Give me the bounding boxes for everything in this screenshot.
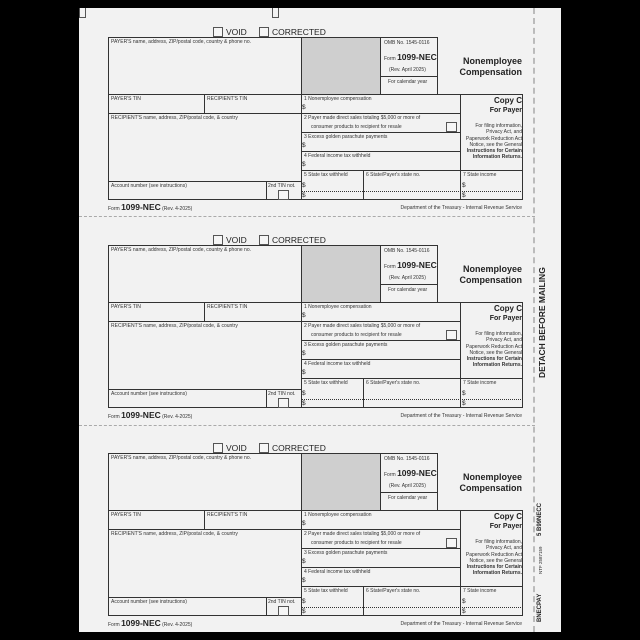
- checkbox-icon[interactable]: [213, 235, 223, 245]
- divider: [108, 389, 301, 390]
- dollar-sign: $: [462, 182, 466, 189]
- box3-golden-parachute[interactable]: 3 Excess golden parachute payments: [304, 342, 388, 348]
- instructions-notice: For filing information, Privacy Act, and Paperwork Reduction Act Notice, see the General Instructions for Certain Information Returns.: [465, 539, 522, 577]
- instructions-notice: For filing information, Privacy Act, and Paperwork Reduction Act Notice, see the General Instructions for Certain Information Returns.: [465, 331, 522, 369]
- shaded-box: [301, 245, 381, 303]
- void-label: VOID: [226, 27, 247, 37]
- divider: [266, 597, 267, 616]
- corrected-label: CORRECTED: [272, 443, 326, 453]
- dollar-sign: $: [462, 598, 466, 605]
- omb-number: OMB No. 1545-0116: [384, 40, 430, 46]
- recipient-name-field[interactable]: RECIPIENT'S name, address, ZIP/postal code, & country: [111, 323, 238, 329]
- dotted-divider: [301, 607, 523, 608]
- second-tin-checkbox[interactable]: [278, 398, 289, 408]
- for-payer-label: For Payer: [489, 523, 522, 530]
- dollar-sign: $: [302, 390, 306, 397]
- dollar-sign: $: [462, 608, 466, 615]
- divider: [108, 321, 301, 322]
- payer-tin-field[interactable]: PAYER'S TIN: [111, 304, 141, 310]
- dollar-sign: $: [302, 182, 306, 189]
- revision-date: (Rev. April 2025): [389, 67, 426, 73]
- divider: [301, 529, 460, 530]
- divider: [204, 302, 205, 321]
- box2-checkbox[interactable]: [446, 330, 457, 340]
- box6-state-number[interactable]: 6 State/Payer's state no.: [366, 380, 421, 386]
- form-title: Nonemployee Compensation: [459, 472, 522, 493]
- box1-nonemployee-compensation[interactable]: 1 Nonemployee compensation: [304, 304, 372, 310]
- dollar-sign: $: [302, 161, 306, 168]
- footer-form-number: Form 1099-NEC (Rev. 4-2025): [108, 202, 193, 212]
- divider: [301, 170, 523, 171]
- box4-federal-tax-withheld[interactable]: 4 Federal income tax withheld: [304, 569, 371, 575]
- divider: [301, 586, 523, 587]
- divider: [204, 94, 205, 113]
- department-label: Department of the Treasury - Internal Revenue Service: [400, 205, 522, 211]
- box1-nonemployee-compensation[interactable]: 1 Nonemployee compensation: [304, 512, 372, 518]
- box7-state-income[interactable]: 7 State income: [463, 172, 497, 178]
- dollar-sign: $: [302, 598, 306, 605]
- divider: [204, 510, 205, 529]
- calendar-year-field[interactable]: For calendar year: [388, 287, 428, 293]
- box4-federal-tax-withheld[interactable]: 4 Federal income tax withheld: [304, 361, 371, 367]
- dollar-sign: $: [302, 400, 306, 407]
- second-tin-label: 2nd TIN not.: [268, 599, 296, 605]
- instructions-notice: For filing information, Privacy Act, and Paperwork Reduction Act Notice, see the General Instructions for Certain Information Returns.: [465, 123, 522, 161]
- dollar-sign: $: [302, 577, 306, 584]
- void-label: VOID: [226, 443, 247, 453]
- dollar-sign: $: [302, 350, 306, 357]
- form-number: Form 1099-NEC: [384, 468, 437, 478]
- checkbox-icon[interactable]: [259, 235, 269, 245]
- corrected-checkbox[interactable]: [259, 27, 326, 37]
- void-checkbox[interactable]: [213, 27, 247, 37]
- dollar-sign: $: [302, 142, 306, 149]
- divider: [301, 151, 460, 152]
- form-1099-nec-copy-2: [79, 216, 561, 424]
- box5-state-tax-withheld[interactable]: 5 State tax withheld: [304, 588, 348, 594]
- dollar-sign: $: [302, 192, 306, 199]
- divider: [301, 359, 460, 360]
- account-number-field[interactable]: Account number (see instructions): [111, 183, 187, 189]
- shaded-box: [301, 37, 381, 95]
- shaded-box: [301, 453, 381, 511]
- dotted-divider: [301, 399, 523, 400]
- payer-name-field[interactable]: PAYER'S name, address, ZIP/postal code, country & phone no.: [111, 247, 252, 253]
- revision-date: (Rev. April 2025): [389, 483, 426, 489]
- dollar-sign: $: [302, 608, 306, 615]
- divider: [301, 113, 460, 114]
- box7-state-income[interactable]: 7 State income: [463, 380, 497, 386]
- dollar-sign: $: [462, 192, 466, 199]
- payer-tin-field[interactable]: PAYER'S TIN: [111, 96, 141, 102]
- copy-label: Copy C: [494, 96, 522, 105]
- second-tin-label: 2nd TIN not.: [268, 183, 296, 189]
- corrected-label: CORRECTED: [272, 27, 326, 37]
- dollar-sign: $: [302, 369, 306, 376]
- box4-federal-tax-withheld[interactable]: 4 Federal income tax withheld: [304, 153, 371, 159]
- ntf-code: NTF 2587159: [538, 546, 543, 574]
- box5-state-tax-withheld[interactable]: 5 State tax withheld: [304, 380, 348, 386]
- box2-label-continued: consumer products to recipient for resale: [311, 540, 402, 546]
- calendar-year-field[interactable]: For calendar year: [388, 79, 428, 85]
- recipient-name-field[interactable]: RECIPIENT'S name, address, ZIP/postal code, & country: [111, 115, 238, 121]
- box2-direct-sales: 2 Payer made direct sales totaling $5,000 or more of: [304, 531, 421, 537]
- revision-date: (Rev. April 2025): [389, 275, 426, 281]
- divider: [108, 529, 301, 530]
- footer-form-number: Form 1099-NEC (Rev. 4-2025): [108, 410, 193, 420]
- payer-tin-field[interactable]: PAYER'S TIN: [111, 512, 141, 518]
- divider: [363, 378, 364, 408]
- box5-state-tax-withheld[interactable]: 5 State tax withheld: [304, 172, 348, 178]
- dotted-divider: [301, 191, 523, 192]
- divider: [301, 132, 460, 133]
- form-number: Form 1099-NEC: [384, 52, 437, 62]
- detach-notice: DETACH BEFORE MAILING: [537, 267, 547, 378]
- second-tin-checkbox[interactable]: [278, 606, 289, 616]
- second-tin-label: 2nd TIN not.: [268, 391, 296, 397]
- dollar-sign: $: [302, 104, 306, 111]
- box1-nonemployee-compensation[interactable]: 1 Nonemployee compensation: [304, 96, 372, 102]
- payer-name-field[interactable]: PAYER'S name, address, ZIP/postal code, country & phone no.: [111, 39, 252, 45]
- divider: [301, 340, 460, 341]
- box2-label-continued: consumer products to recipient for resale: [311, 124, 402, 130]
- omb-number: OMB No. 1545-0116: [384, 248, 430, 254]
- divider: [108, 181, 301, 182]
- form-number: Form 1099-NEC: [384, 260, 437, 270]
- box2-checkbox[interactable]: [446, 538, 457, 548]
- corrected-label: CORRECTED: [272, 235, 326, 245]
- dollar-sign: $: [462, 400, 466, 407]
- box3-golden-parachute[interactable]: 3 Excess golden parachute payments: [304, 550, 388, 556]
- checkbox-icon[interactable]: [213, 27, 223, 37]
- divider: [266, 389, 267, 408]
- box2-label-continued: consumer products to recipient for resale: [311, 332, 402, 338]
- divider: [301, 567, 460, 568]
- copy-label: Copy C: [494, 304, 522, 313]
- form-1099-nec-copy-1: [79, 8, 561, 216]
- divider: [108, 597, 301, 598]
- footer-form-number: Form 1099-NEC (Rev. 4-2025): [108, 618, 193, 628]
- dollar-sign: $: [302, 520, 306, 527]
- void-checkbox[interactable]: [213, 443, 247, 453]
- divider: [301, 378, 523, 379]
- divider: [363, 170, 364, 200]
- divider: [301, 321, 460, 322]
- divider: [108, 113, 301, 114]
- box2-direct-sales: 2 Payer made direct sales totaling $5,000 or more of: [304, 115, 421, 121]
- checkbox-icon[interactable]: [259, 443, 269, 453]
- omb-number: OMB No. 1545-0116: [384, 456, 430, 462]
- recipient-tin-field[interactable]: RECIPIENT'S TIN: [207, 304, 248, 310]
- account-number-field[interactable]: Account number (see instructions): [111, 599, 187, 605]
- box2-direct-sales: 2 Payer made direct sales totaling $5,000 or more of: [304, 323, 421, 329]
- void-label: VOID: [226, 235, 247, 245]
- box7-state-income[interactable]: 7 State income: [463, 588, 497, 594]
- corrected-checkbox[interactable]: [259, 443, 326, 453]
- for-payer-label: For Payer: [489, 107, 522, 114]
- payer-name-field[interactable]: PAYER'S name, address, ZIP/postal code, country & phone no.: [111, 455, 252, 461]
- for-payer-label: For Payer: [489, 315, 522, 322]
- divider: [266, 181, 267, 200]
- box6-state-number[interactable]: 6 State/Payer's state no.: [366, 588, 421, 594]
- product-code: BNECPAY: [537, 593, 543, 622]
- department-label: Department of the Treasury - Internal Revenue Service: [400, 413, 522, 419]
- calendar-year-field[interactable]: For calendar year: [388, 495, 428, 501]
- form-title: Nonemployee Compensation: [459, 264, 522, 285]
- void-checkbox[interactable]: [213, 235, 247, 245]
- recipient-name-field[interactable]: RECIPIENT'S name, address, ZIP/postal code, & country: [111, 531, 238, 537]
- box2-checkbox[interactable]: [446, 122, 457, 132]
- checkbox-icon[interactable]: [259, 27, 269, 37]
- account-number-field[interactable]: Account number (see instructions): [111, 391, 187, 397]
- dollar-sign: $: [302, 558, 306, 565]
- dollar-sign: $: [302, 312, 306, 319]
- recipient-tin-field[interactable]: RECIPIENT'S TIN: [207, 512, 248, 518]
- divider: [301, 548, 460, 549]
- recipient-tin-field[interactable]: RECIPIENT'S TIN: [207, 96, 248, 102]
- second-tin-checkbox[interactable]: [278, 190, 289, 200]
- box6-state-number[interactable]: 6 State/Payer's state no.: [366, 172, 421, 178]
- form-title: Nonemployee Compensation: [459, 56, 522, 77]
- corrected-checkbox[interactable]: [259, 235, 326, 245]
- checkbox-icon[interactable]: [213, 443, 223, 453]
- form-code: 5 B99NECC: [537, 502, 543, 536]
- box3-golden-parachute[interactable]: 3 Excess golden parachute payments: [304, 134, 388, 140]
- divider: [363, 586, 364, 616]
- dollar-sign: $: [462, 390, 466, 397]
- copy-label: Copy C: [494, 512, 522, 521]
- form-1099-nec-copy-3: [79, 424, 561, 632]
- department-label: Department of the Treasury - Internal Revenue Service: [400, 621, 522, 627]
